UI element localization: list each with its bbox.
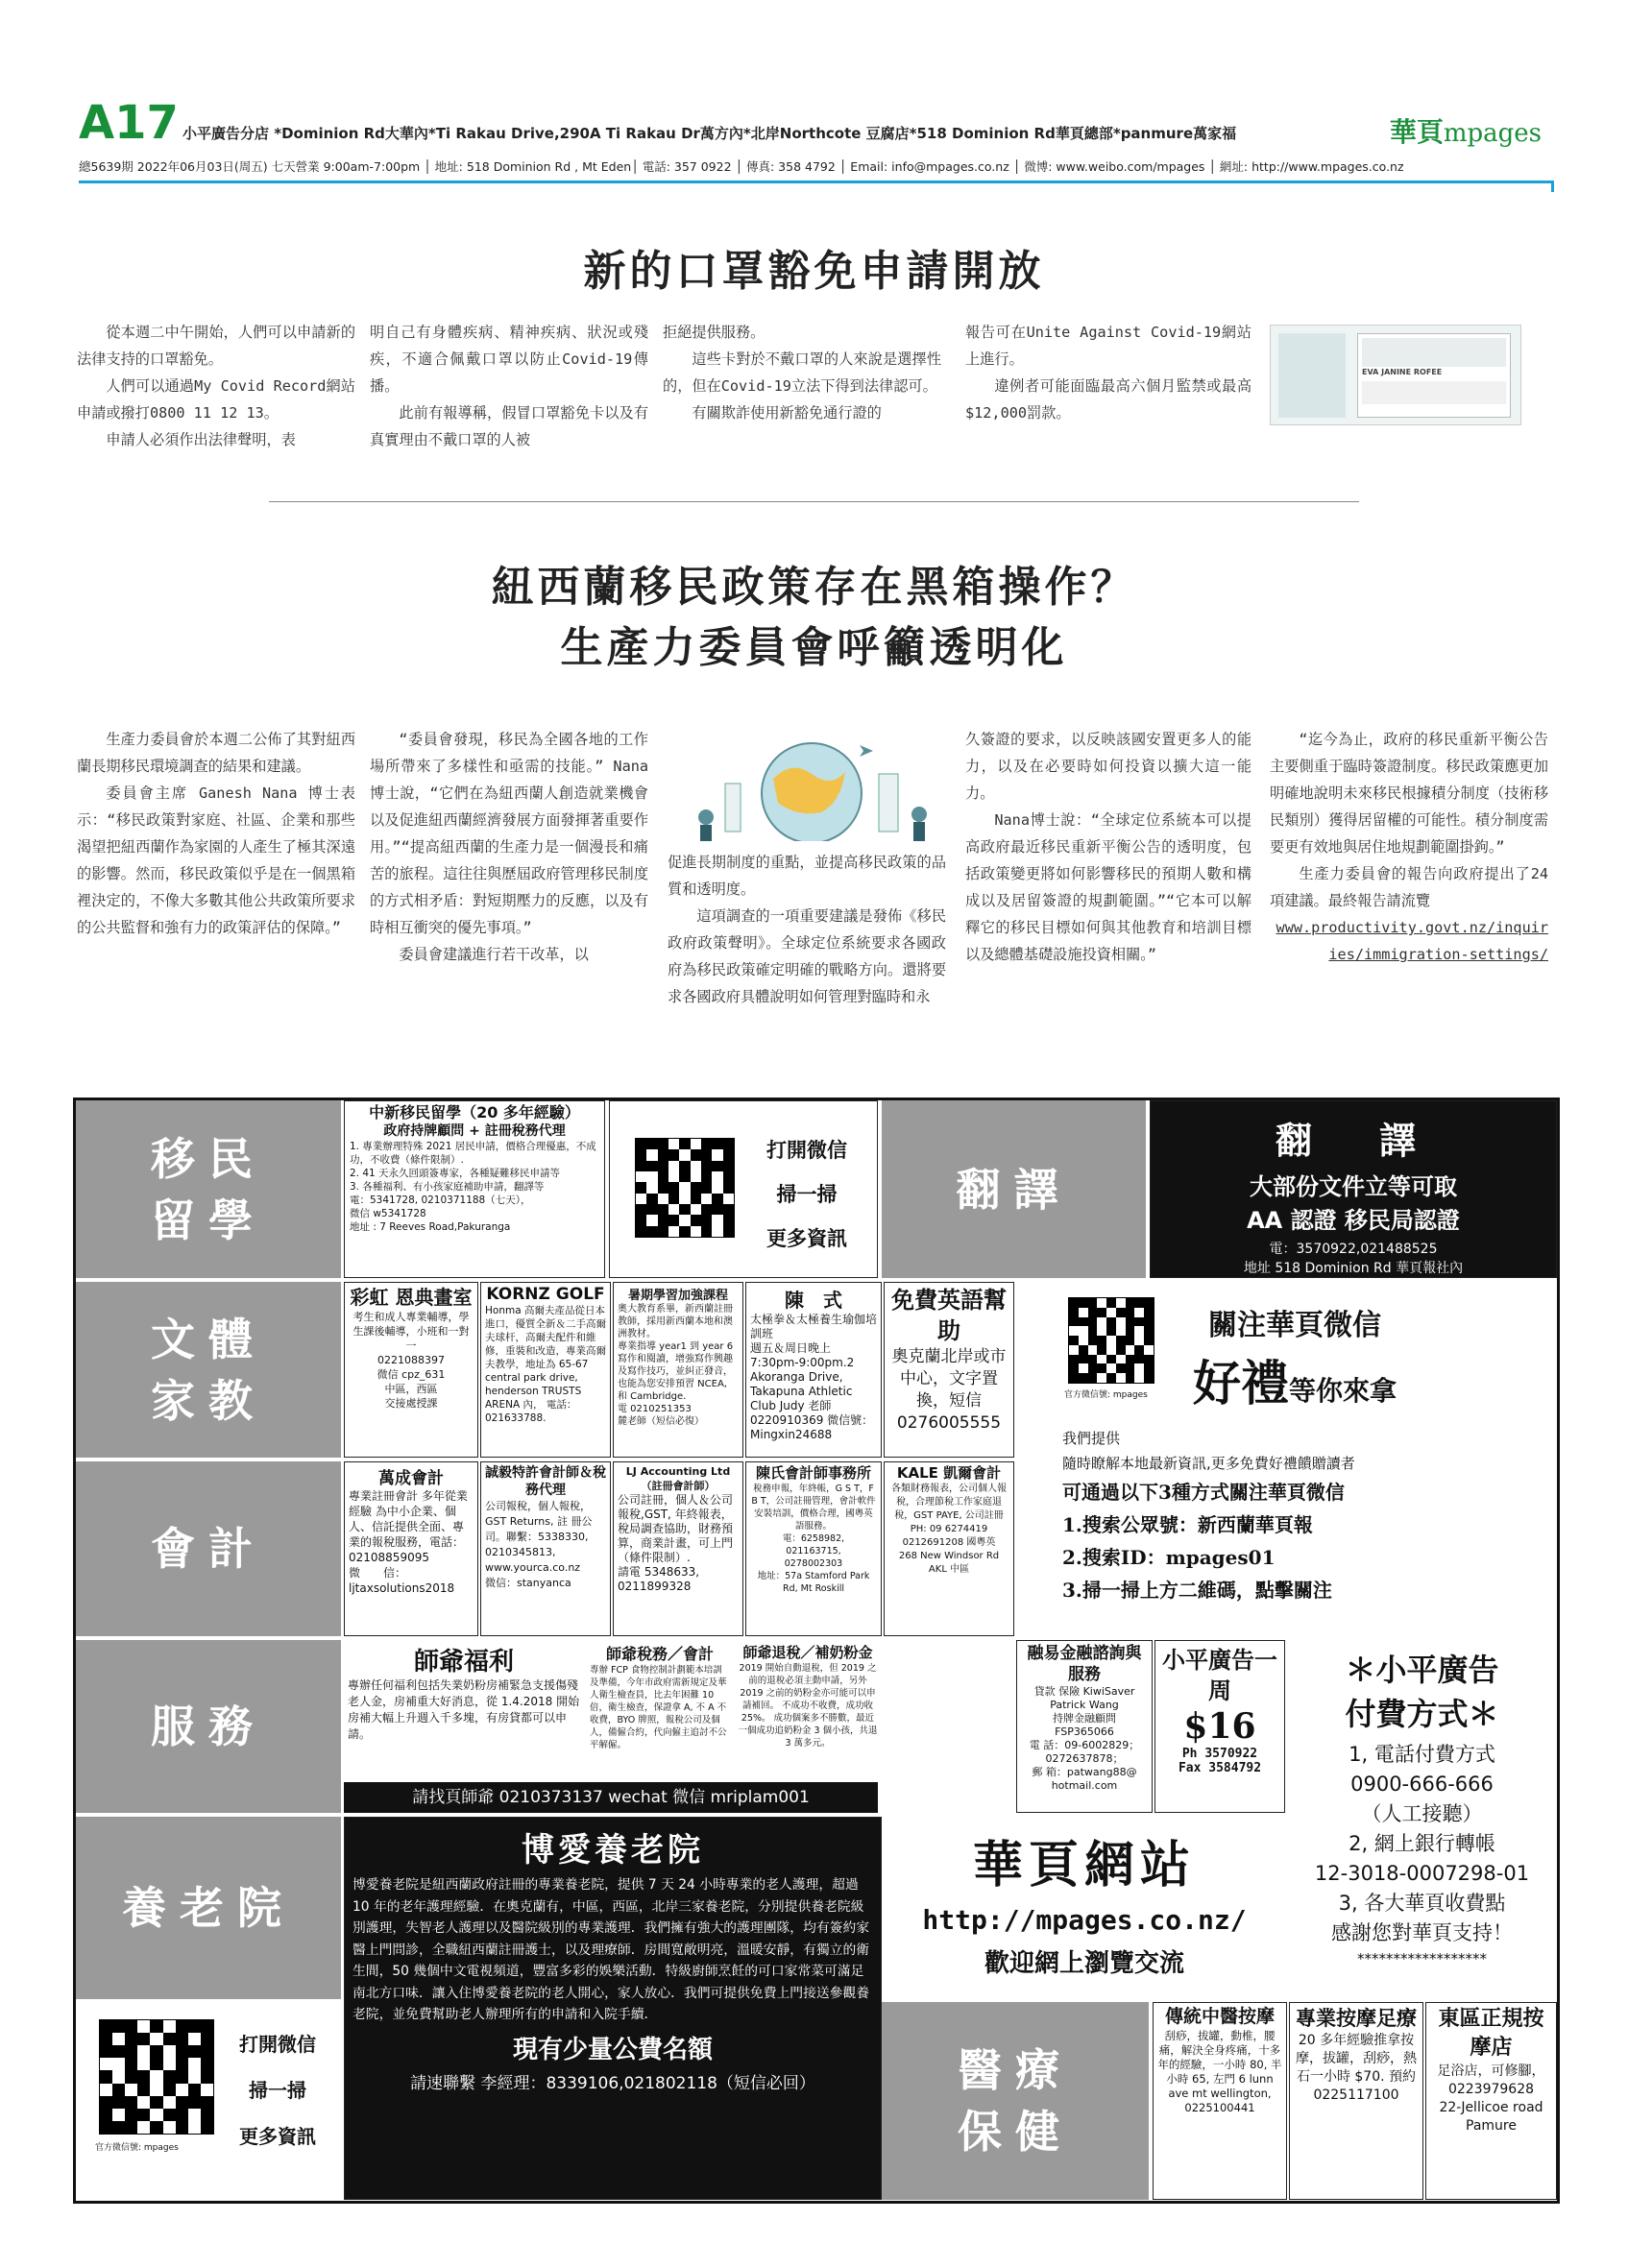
cat-sports-tutoring: 文體 家教 [76, 1282, 341, 1458]
wechat1-label3: 更多資訊 [766, 1227, 847, 1250]
globe-illustration [668, 726, 946, 841]
qr-caption: 官方微信號: mpages [1064, 1390, 1148, 1400]
wechat1-label1: 打開微信 [766, 1139, 847, 1162]
article2-col1: 生產力委員會於本週二公佈了其對紐西蘭長期移民環境調查的結果和建議。 委員會主席 Ganesh Nana 博士表示：“移民政策對家庭、社區、企業和那些渴望把紐西蘭作為家園的人產生了極其深遠的影響。然而，移民政策似乎是在一個黑箱裡決定的，不像大多數其他公共政策所要求的公共監督和強有力的政策評估的保障。” [77, 731, 355, 936]
small-ad-price: 小平廣告一周 $16 Ph 3570922 Fax 3584792 [1154, 1640, 1285, 1813]
logo-en: mpages [1443, 119, 1542, 148]
header-rule [79, 181, 1554, 183]
article2-col5: “迄今為止，政府的移民重新平衡公告主要側重于臨時簽證制度。移民政策應更加明確地說明未來移民根據積分制度（技術移民類別）獲得居留權的可能性。積分制度需要更有效地與居住地規劃範圍掛鉤。” 生產力委員會的報告向政府提出了24項建議。最終報告請流覽 www.productivity.govt.nz/inquiries/immigration-settings/ [1270, 726, 1548, 968]
svc3-body: 2019 開始自動退稅，但 2019 之前的退稅必須主動申請，另外 2019 之前的奶粉金亦可能可以申請補回。 不成功不收費，成功收 25%。 成功個案多不勝數，最近一個成功追奶粉金 3 個小孩，共退 3 萬多元。 [738, 1663, 878, 1749]
immigration-ad: 中新移民留學（20 多年經驗） 政府持牌顧問 + 註冊稅務代理 1. 專業辦理特殊 2021 居民申請，價格合理優惠，不成功，不收費（條件限制）. 2. 41 天永久回頭簽專家，各種疑難移民申請等 3. 各種福利、有小孩家庭補助申請，翻譯等 電：5341728, 0210371188（七天）， 微信 w5341728 地址 : 7 Reeves Road,Pakuranga [344, 1100, 605, 1278]
accounting-ad-3: LJ Accounting Ltd（註冊會計師） 公司註冊，個人＆公司報稅,GST, 年終報表，稅局調查協助，財務預算，商業計畫，可上門（條件限制）. 請電 5348633, 0211899328 [613, 1461, 743, 1636]
article2-title-line1: 紐西蘭移民政策存在黑箱操作？ [491, 563, 1137, 612]
qr-caption: 官方微信號: mpages [95, 2143, 179, 2153]
massage-ad-2: 專業按摩足療 20 多年經驗推拿按摩，拔罐，刮痧，熱石一小時 $70. 預約 0225117100 [1289, 2002, 1423, 2200]
svc2-body: 專辦 FCP 食物控制計劃範本培訓及準備，今年市政府需新規定及華人衛生檢查員，比去年困難 10 倍，衛生檢查，保證拿 A, 不 A 不收費，BYO 牌照，報稅公司及個人，備僱合約，代向僱主追討不公平解僱。 [590, 1665, 727, 1750]
website-url[interactable]: http://mpages.co.nz/ [922, 1904, 1247, 1936]
wechat2-l2: 隨時瞭解本地最新資訊,更多免費好禮饋贈讀者 [1062, 1455, 1355, 1472]
shiye-services [344, 1640, 878, 1782]
taichi-ad: 陳 式 太極拳＆太極養生瑜伽培訓班 週五＆周日晚上 7:30pm-9:00pm.2 Akoranga Drive, Takapuna Athletic Club Judy 老師 0220910369 微信號：Mingxin24688 [745, 1282, 882, 1458]
page-number: A17 [79, 96, 179, 150]
wechat2-l5: 2.搜索ID：mpages01 [1062, 1546, 1276, 1569]
article2-title-line2: 生產力委員會呼籲透明化 [560, 623, 1068, 672]
accounting-ad-2: 誠毅特許會計師＆稅務代理 公司報稅，個人報稅，GST Returns, 註 冊公司。聯繫：5338330, 0210345813, www.yourca.co.nz 微信：stanyanca [480, 1461, 611, 1636]
cat-translation: 翻譯 [882, 1100, 1146, 1278]
cat-medical: 醫療 保健 [882, 2002, 1149, 2200]
wechat-follow-ad [1016, 1282, 1557, 1636]
qr-code-icon[interactable] [99, 2019, 214, 2135]
accounting-ad-5: KALE 凱爾會計 各類財務報表，公司個人報稅，合理節稅工作家庭退稅，GST PAYE, 公司註冊 PH: 09 6274419 0212691208 國粵英 268 New Windsor Rd AKL 中區 [884, 1461, 1014, 1636]
wechat2-l4: 1.搜索公眾號：新西蘭華頁報 [1062, 1513, 1313, 1536]
painting-studio-ad: 彩虹 恩典畫室 考生和成人專業輔導，學生課後輔導，小班和一對一 0221088397 微信 cpz_631 中區，西區 交接處授課 [344, 1282, 478, 1458]
svc2-title: 師爺稅務／會計 [605, 1645, 714, 1663]
svc1-body: 專辦任何福利包括失業奶粉房補緊急支援傷殘老人金，房補重大好消息，從 1.4.2018 開始房補大幅上升週入千多塊，有房貸都可以申請。 [348, 1678, 580, 1741]
branch-line: 小平廣告分店 *Dominion Rd大華內*Ti Rakau Drive,290A Ti Rakau Dr萬方內*北岸Northcote 豆腐店*518 Dominion Rd華頁總部*panmure萬家福 [182, 125, 1237, 142]
cat-elderly-home: 養老院 [76, 1817, 341, 1999]
cat-immigration: 移民 留學 [76, 1100, 341, 1278]
article1-col2: 明自己有身體疾病、精神疾病、狀況或殘疾，不適合佩戴口罩以防止Covid-19傳播。 此前有報導稱，假冒口罩豁免卡以及有真實理由不戴口罩的人被 [370, 324, 648, 448]
svc1-title: 師爺福利 [413, 1648, 514, 1677]
wechat-ad-2 [76, 2002, 341, 2200]
shiye-contact-bar: 請找頁師爺 0210373137 wechat 微信 mriplam001 [344, 1782, 878, 1813]
svc3-title: 師爺退稅／補奶粉金 [742, 1644, 873, 1661]
qr-code-icon[interactable] [635, 1138, 735, 1238]
wechat3-label1: 打開微信 [239, 2033, 316, 2056]
article-divider [269, 501, 1359, 502]
exemption-card-image [1270, 325, 1521, 425]
translation-ad: 翻 譯 大部份文件立等可取 AA 認證 移民局認證 電：3570922,021488525 地址 518 Dominion Rd 華頁報社內 [1150, 1100, 1557, 1278]
mpages-logo [1390, 111, 1542, 150]
accounting-ad-4: 陳氏會計師事務所 稅務申報，年終帳，G S T，F B T，公司註冊管理，會計軟件安裝培訓，價格合理，國粵英語服務。 電：6258982, 021163715, 0278002303 地址：57a Stamford Park Rd, Mt Roskill [745, 1461, 882, 1636]
wechat-ad-1 [609, 1100, 878, 1278]
cat-services: 服務 [76, 1640, 341, 1813]
productivity-link[interactable]: www.productivity.govt.nz/inquiries/immigration-settings/ [1276, 919, 1548, 963]
wechat2-l6: 3.掃一掃上方二維碼，點擊關注 [1062, 1579, 1332, 1602]
header-rule-end [1551, 181, 1554, 192]
article2-col2: “委員會發現，移民為全國各地的工作場所帶來了多樣性和亟需的技能。” Nana博士說，“它們在為紐西蘭人創造就業機會以及促進紐西蘭經濟發展方面發揮著重要作用。”“提高紐西蘭的生產力是一個漫長和痛苦的旅程。這往往與歷屆政府管理移民制度的方式相矛盾：對短期壓力的反應，以及有時相互衝突的優先事項。” 委員會建議進行若干改革，以 [370, 731, 648, 963]
logo-cn: 華頁 [1389, 116, 1444, 148]
wechat3-label3: 更多資訊 [239, 2125, 316, 2148]
article1-col3: 拒絕提供服務。 這些卡對於不戴口罩的人來說是選擇性的，但在Covid-19立法下得到法律認可。 有關欺詐使用新豁免通行證的 [663, 324, 941, 422]
website-ad: 華頁網站 http://mpages.co.nz/ 歡迎網上瀏覽交流 [884, 1817, 1285, 1999]
payment-methods: ＊小平廣告 付費方式＊ 1, 電話付費方式 0900-666-666 （人工接聽） 2, 網上銀行轉帳 12-3018-0007298-01 3, 各大華頁收費點 感謝您對華頁支持！ ****************** [1287, 1640, 1557, 1999]
elderly-home-ad: 博愛養老院 博愛養老院是紐西蘭政府註冊的專業養老院，提供 7 天 24 小時專業的老人護理，超過 10 年的老年護理經驗．在奧克蘭有，中區，西區，北岸三家養老院，分別提供養老院級別護理，失智老人護理以及醫院級別的專業護理．我們擁有強大的護理團隊，均有簽約家醫上門問診，全職紐西蘭註冊護士，以及理療師．房間寬敞明亮，溫暖安靜，有獨立的衛生間，50 幾個中文電視頻道，豐富多彩的娛樂活動．特級廚師烹飪的可口家常菜可滿足南北方口味．讓入住博愛養老院的老人開心，家人放心．我們可提供免費上門接送參觀養老院，並免費幫助老人辦理所有的申請和入院手續． 現有少量公費名額 請速聯繫 李經理：8339106,021802118（短信必回） [344, 1817, 882, 2200]
golf-ad: KORNZ GOLF Honma 高爾夫產品從日本進口，優質全新＆二手高爾夫球杆，高爾夫配件和維修，重裝和改造，專業高爾夫教學，地址為 65-67 central park drive, henderson TRUSTS ARENA 內， 電話：021633788. [480, 1282, 611, 1458]
wechat2-l3: 可通過以下3種方式關注華頁微信 [1062, 1481, 1345, 1504]
issue-info-line: 總5639期 2022年06月03日(周五) 七天營業 9:00am-7:00pm │ 地址: 518 Dominion Rd , Mt Eden│ 電話: 357 0922 │ 傳真: 358 4792 │ Email: info@mpages.co.nz │ 微博: www.weibo.com/mpages │ 網址: http://www.mpages.co.nz [79, 159, 1404, 174]
wechat3-label2: 掃一掃 [249, 2079, 306, 2102]
finance-ad: 融易金融諮詢與服務 貸款 保險 KiwiSaver Patrick Wang 持牌金融顧問 FSP365066 電 話：09-6002829； 0272637878； 郵 箱：patwang88@ hotmail.com [1016, 1640, 1153, 1813]
accounting-ad-1: 萬成會計 專業註冊會計 多年從業經驗 為中小企業、個人、信託提供全面、專業的報稅服務，電話：02108859095 微 信： ljtaxsolutions2018 [344, 1461, 478, 1636]
wechat1-label2: 掃一掃 [776, 1183, 838, 1206]
article1-col4: 報告可在Unite Against Covid-19網站上進行。 違例者可能面臨最高六個月監禁或最高$12,000罰款。 [965, 324, 1251, 422]
cat-accounting: 會計 [76, 1461, 341, 1636]
wechat2-l1: 我們提供 [1062, 1430, 1121, 1447]
article1-col1: 從本週二中午開始，人們可以申請新的法律支持的口罩豁免。 人們可以通過My Covid Record網站申請或撥打0800 11 12 13。 申請人必須作出法律聲明，表 [77, 324, 355, 448]
massage-ad-3: 東區正規按摩店 足浴店，可修腳，0223979628 22-Jellicoe road Pamure [1425, 2002, 1557, 2200]
card-name: EVA JANINE ROFEE [1362, 368, 1443, 376]
qr-code-icon[interactable] [1068, 1297, 1154, 1384]
article1-title: 新的口罩豁免申請開放 [583, 247, 1045, 296]
article2-col3: 促進長期制度的重點，並提高移民政策的品質和透明度。 這項調查的一項重要建議是發佈《移民政府政策聲明》。全球定位系統要求各國政府為移民政策確定明確的戰略方向。還將要求各國政府具體說明如何管理對臨時和永 [668, 854, 946, 1005]
summer-course-ad: 暑期學習加強課程 奧大教育系畢，新西蘭註冊教師，採用新西蘭本地和澳洲教材。 專業指導 year1 到 year 6 寫作和閱讀，增強寫作興趣及寫作技巧，並糾正發音，也能為您安排預習 NCEA, 和 Cambridge. 電 0210251353 麓老師（短信必復） [613, 1282, 743, 1458]
wechat2-tail: 等你來拿 [1289, 1375, 1397, 1407]
massage-ad-1: 傳統中醫按摩 刮痧，拔罐，動椎，腰痛，解決全身疼痛，十多年的經驗，一小時 80, 半小時 65, 左門 6 lunn ave mt wellington, 0225100441 [1153, 2002, 1287, 2200]
article2-col4: 久簽證的要求，以反映該國安置更多人的能力，以及在必要時如何投資以擴大這一能力。 Nana博士說：“全球定位系統本可以提高政府最近移民重新平衡公告的透明度，包括政策變更將如何影響移民的預期人數和構成以及居留簽證的規劃範圍。”“它本可以解釋它的移民目標如何與其他教育和培訓目標以及總體基礎設施投資相關。” [965, 731, 1251, 963]
wechat2-title: 關注華頁微信 [1208, 1309, 1381, 1342]
free-english-ad: 免費英語幫助 奧克蘭北岸或市中心，文字置換，短信 0276005555 [884, 1282, 1014, 1458]
wechat2-big: 好禮 [1193, 1356, 1289, 1411]
